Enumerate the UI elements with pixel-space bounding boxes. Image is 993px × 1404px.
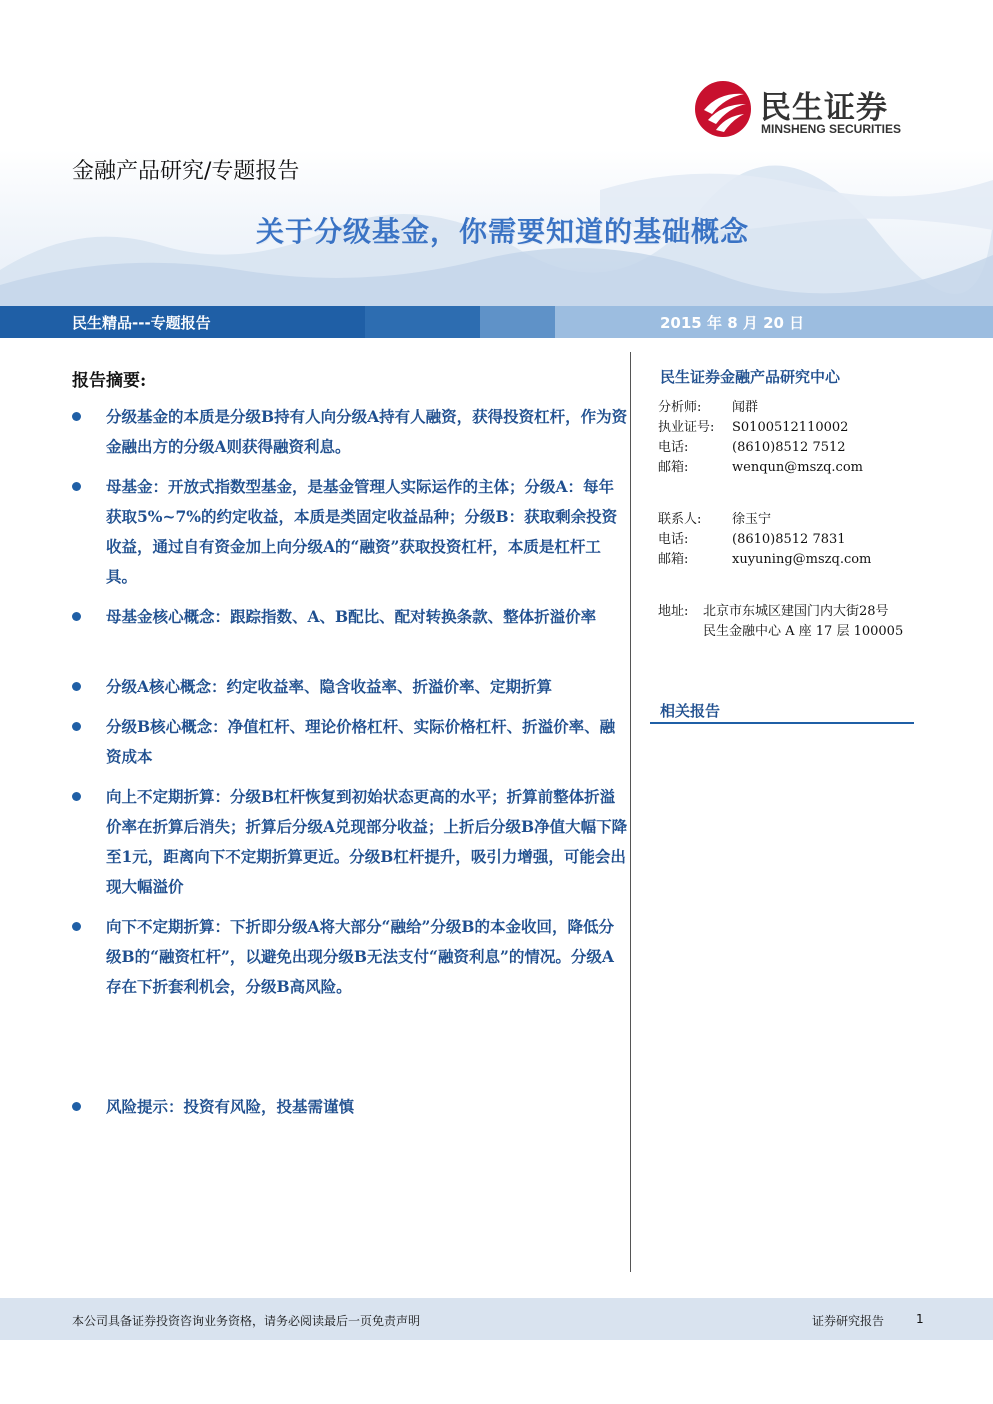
analyst-info-row [658, 458, 863, 478]
info-label: 邮箱: [658, 460, 689, 475]
bullet-text: 分级基金的本质是分级B持有人向分级A持有人融资，获得投资杠杆，作为资金融出方的分级A则获得融资利息。 [106, 407, 628, 456]
info-value: wenqun@mszq.com [732, 460, 863, 475]
bullet-dot-icon [72, 412, 81, 421]
report-banner [0, 306, 993, 338]
company-logo [694, 80, 924, 140]
info-value: (8610)8512 7831 [732, 532, 846, 547]
analyst-info-row [658, 438, 846, 458]
info-label: 邮箱: [658, 552, 689, 567]
bullet-dot-icon [72, 922, 81, 931]
bullet-dot-icon [72, 722, 81, 731]
address-block [658, 602, 928, 642]
bullet-text: 风险提示：投资有风险，投基需谨慎 [106, 1097, 355, 1116]
bullet-dot-icon [72, 682, 81, 691]
info-label: 联系人: [658, 512, 702, 527]
info-value: 徐玉宁 [732, 512, 772, 527]
report-title: 关于分级基金，你需要知道的基础概念 [255, 215, 749, 248]
page-number: 1 [916, 1312, 924, 1326]
related-reports-rule [650, 722, 914, 724]
bullet-text: 向上不定期折算：分级B杠杆恢复到初始状态更高的水平；折算前整体折溢价率在折算后消失；折算后分级A兑现部分收益；上折后分级B净值大幅下降至1元，距离向下不定期折算更近。分级B杠杆提升，吸引力增强，可能会出现大幅溢价 [106, 787, 628, 896]
info-value: S0100512110002 [732, 420, 849, 435]
column-divider [630, 352, 631, 1272]
analyst-info-row [658, 398, 758, 418]
bullet-dot-icon [72, 482, 81, 491]
summary-heading: 报告摘要: [72, 371, 147, 391]
contact-info-row [658, 510, 771, 530]
banner-series-label: 民生精品---专题报告 [72, 314, 211, 332]
logo-name-en: MINSHENG SECURITIES [761, 122, 902, 136]
address-label: 地址: [658, 604, 689, 619]
info-label: 执业证号: [658, 420, 715, 435]
banner-segment [365, 306, 480, 338]
footer-report-type: 证券研究报告 [812, 1314, 885, 1328]
bullet-dot-icon [72, 792, 81, 801]
bullet-text: 母基金：开放式指数型基金，是基金管理人实际运作的主体；分级A：每年获取5%~7%的约定收益，本质是类固定收益品种；分级B：获取剩余投资收益，通过自有资金加上向分级A的“融资”获取投资杠杆，本质是杠杆工具。 [106, 477, 618, 586]
banner-segment [480, 306, 555, 338]
contact-info-row [658, 550, 871, 570]
report-date: 2015 年 8 月 20 日 [660, 314, 805, 332]
info-value: (8610)8512 7512 [732, 440, 846, 455]
footer-disclaimer: 本公司具备证券投资咨询业务资格，请务必阅读最后一页免责声明 [72, 1314, 421, 1328]
bullet-dot-icon [72, 612, 81, 621]
bullet-text: 母基金核心概念：跟踪指数、A、B配比、配对转换条款、整体折溢价率 [106, 607, 597, 626]
logo-name-cn: 民生证券 [760, 90, 888, 126]
analyst-info-row [658, 418, 848, 438]
minsheng-logo-icon [694, 80, 752, 138]
info-label: 电话: [658, 532, 689, 547]
contact-info-row [658, 530, 846, 550]
bullet-text: 向下不定期折算：下折即分级A将大部分“融给”分级B的本金收回，降低分级B的“融资杠杆”，以避免出现分级B无法支付“融资利息”的情况。分级A存在下折套利机会，分级B高风险。 [106, 917, 614, 996]
info-label: 电话: [658, 440, 689, 455]
address-line: 北京市东城区建国门内大街28号 [703, 604, 889, 619]
report-category: 金融产品研究/专题报告 [72, 159, 300, 184]
page-footer [0, 1298, 993, 1340]
info-label: 分析师: [658, 400, 702, 415]
related-reports-heading: 相关报告 [660, 702, 721, 720]
bullet-text: 分级A核心概念：约定收益率、隐含收益率、折溢价率、定期折算 [106, 677, 553, 696]
bullet-text: 分级B核心概念：净值杠杆、理论价格杠杆、实际价格杠杆、折溢价率、融资成本 [106, 717, 616, 766]
bullet-dot-icon [72, 1102, 81, 1111]
research-center-name: 民生证券金融产品研究中心 [660, 368, 841, 386]
info-value: xuyuning@mszq.com [732, 552, 872, 567]
address-line: 民生金融中心 A 座 17 层 100005 [703, 624, 904, 639]
info-value: 闻群 [732, 400, 759, 415]
